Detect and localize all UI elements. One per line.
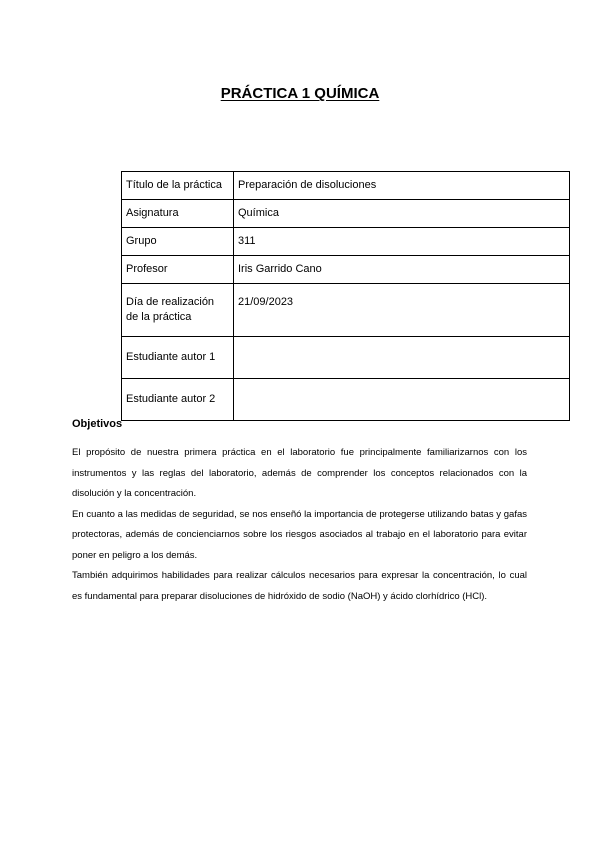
table-label-cell: Día de realización de la práctica bbox=[122, 284, 234, 337]
table-label-cell: Estudiante autor 2 bbox=[122, 379, 234, 421]
table-row bbox=[122, 172, 570, 200]
table-value-cell: Iris Garrido Cano bbox=[234, 256, 570, 284]
table-label-cell: Grupo bbox=[122, 228, 234, 256]
table-label-cell: Estudiante autor 1 bbox=[122, 337, 234, 379]
table-row bbox=[122, 256, 570, 284]
practice-info-table bbox=[121, 171, 570, 421]
table-row bbox=[122, 284, 570, 337]
table-label-cell: Asignatura bbox=[122, 200, 234, 228]
table-value-cell: 21/09/2023 bbox=[234, 284, 570, 337]
table-row bbox=[122, 200, 570, 228]
document-title bbox=[0, 85, 600, 102]
table-row bbox=[122, 379, 570, 421]
table-value-cell bbox=[234, 337, 570, 379]
table-label-cell: Título de la práctica bbox=[122, 172, 234, 200]
table-label-cell: Profesor bbox=[122, 256, 234, 284]
table-value-cell: Preparación de disoluciones bbox=[234, 172, 570, 200]
table-row bbox=[122, 337, 570, 379]
table-value-cell bbox=[234, 379, 570, 421]
document-title-text: PRÁCTICA 1 QUÍMICA bbox=[220, 85, 380, 102]
objectives-paragraph: En cuanto a las medidas de seguridad, se nos enseñó la importancia de protegerse utilizando batas y gafas protectoras, además de concienciarnos sobre los riesgos asociados al trabajo en el laboratorio para evitar poner en peligro a los demás. bbox=[72, 508, 527, 561]
objectives-paragraph: También adquirimos habilidades para realizar cálculos necesarios para expresar la concentración, lo cual es fundamental para preparar disoluciones de hidróxido de sodio (NaOH) y ácido clorhídrico (HCl). bbox=[72, 570, 527, 602]
objectives-heading: Objetivos bbox=[72, 418, 123, 430]
objectives-body bbox=[72, 443, 527, 607]
table-row bbox=[122, 228, 570, 256]
objectives-paragraph: El propósito de nuestra primera práctica en el laboratorio fue principalmente familiarizarnos con los instrumentos y las reglas del laboratorio, además de comprender los conceptos relacionados con la disolución y la concentración. bbox=[72, 447, 527, 499]
table-value-cell: 311 bbox=[234, 228, 570, 256]
table-value-cell: Química bbox=[234, 200, 570, 228]
